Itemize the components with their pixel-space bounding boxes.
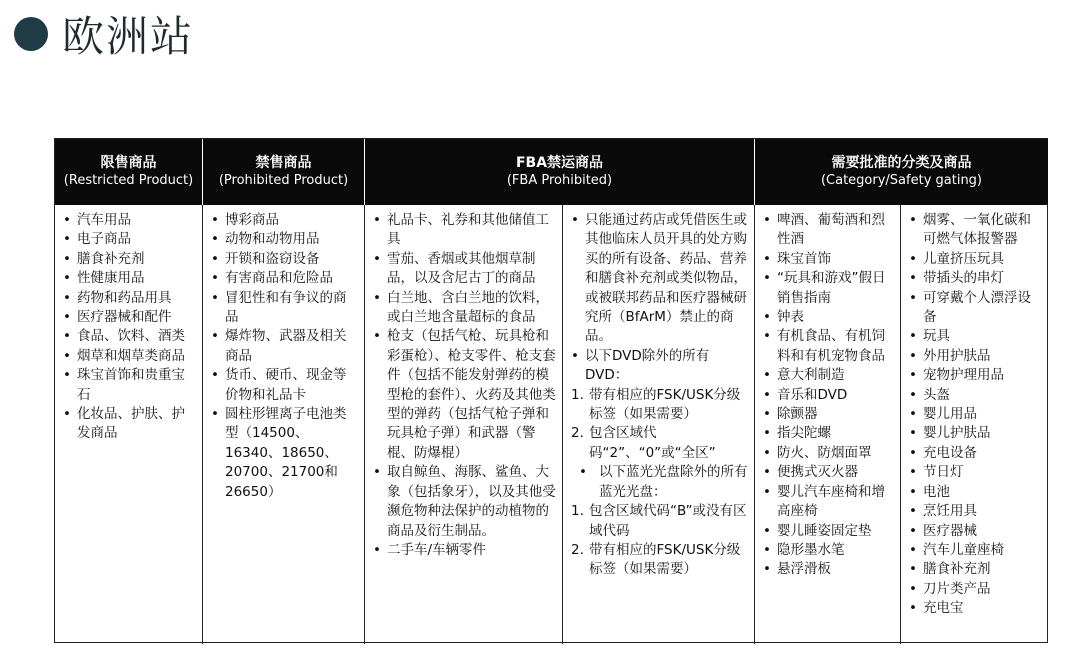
list-item <box>763 211 894 250</box>
header-fba-en: (FBA Prohibited) <box>506 173 613 188</box>
column-restricted <box>55 205 203 644</box>
header-fba-zh: FBA禁运商品 <box>515 155 604 171</box>
item-number: 1. <box>571 503 584 520</box>
item-text: 指尖陀螺 <box>777 425 831 442</box>
item-text: 以下蓝光光盘除外的所有蓝光光盘： <box>599 464 748 500</box>
item-text: 便携式灭火器 <box>777 464 858 481</box>
item-text: 包含区域代码“2”、“0”或“全区” <box>589 425 716 461</box>
list-item <box>571 424 748 463</box>
item-text: 头盔 <box>923 386 950 403</box>
item-text: 珠宝首饰 <box>777 250 831 267</box>
item-number: 2. <box>571 541 584 558</box>
list-item <box>763 250 894 269</box>
list-item <box>909 211 1043 250</box>
list-item <box>763 444 894 463</box>
item-text: “玩具和游戏”假日销售指南 <box>777 270 886 306</box>
item-text: 货币、硬币、现金等价物和礼品卡 <box>225 367 347 403</box>
list-item <box>909 522 1043 541</box>
item-text: 电池 <box>923 483 950 500</box>
list-item <box>373 211 556 250</box>
item-text: 充电设备 <box>923 444 977 461</box>
list-item <box>211 250 358 269</box>
item-text: 博彩商品 <box>225 212 279 228</box>
list-item <box>211 269 358 288</box>
item-text: 婴儿汽车座椅和增高座椅 <box>777 483 885 520</box>
header-gating-en: (Category/Safety gating) <box>820 173 983 188</box>
header-restricted-zh: 限售商品 <box>100 155 157 171</box>
list-item <box>63 230 196 249</box>
item-text: 取自鲸鱼、海豚、鲨鱼、大象（包括象牙），以及其他受濒危物种法保护的动植物的商品及衍生制品。 <box>387 464 556 539</box>
list-item <box>211 405 358 502</box>
list-item <box>763 424 894 443</box>
item-text: 有害商品和危险品 <box>225 270 333 287</box>
item-text: 包含区域代码“B”或没有区域代码 <box>589 503 747 539</box>
item-text: 婴儿护肤品 <box>923 425 991 442</box>
header-restricted-en: (Restricted Product) <box>63 173 194 188</box>
item-text: 医疗器械和配件 <box>77 309 172 326</box>
header-category-gating <box>755 139 1049 205</box>
list-item <box>909 541 1043 560</box>
item-text: 婴儿用品 <box>923 406 977 423</box>
item-text: 雪茄、香烟或其他烟草制品，以及含尼古丁的商品 <box>387 250 536 287</box>
item-number: 1. <box>571 386 584 403</box>
title-bullet-icon <box>14 17 48 51</box>
item-text: 带插头的串灯 <box>923 270 1004 287</box>
list-item <box>909 386 1043 405</box>
column-gating-a <box>755 205 901 644</box>
item-text: 只能通过药店或凭借医生或其他临床人员开具的处方购买的所有设备、药品、营养和膳食补充剂或类似物品，或被联邦药品和医疗器械研究所（BfArM）禁止的商品。 <box>585 212 747 345</box>
list-item <box>211 211 358 230</box>
item-text: 圆柱形锂离子电池类型（14500、16340、18650、20700、21700和26650） <box>225 406 347 500</box>
item-text: 除颤器 <box>777 406 818 423</box>
list-item <box>763 560 894 579</box>
list-item <box>63 366 196 405</box>
item-text: 意大利制造 <box>777 367 845 384</box>
list-item <box>909 347 1043 366</box>
item-text: 带有相应的FSK/USK分级标签（如果需要） <box>589 541 741 578</box>
list-item <box>763 522 894 541</box>
item-text: 汽车儿童座椅 <box>923 541 1004 558</box>
list-item <box>909 483 1043 502</box>
list-item <box>909 444 1043 463</box>
item-text: 二手车/车辆零件 <box>387 541 487 558</box>
list-item <box>571 386 748 425</box>
item-text: 烟草和烟草类商品 <box>77 347 185 364</box>
header-restricted <box>55 139 203 205</box>
list-item <box>571 541 748 580</box>
list-item <box>373 327 556 463</box>
header-prohibited <box>203 139 365 205</box>
item-text: 儿童挤压玩具 <box>923 250 1004 267</box>
list-item <box>909 289 1043 328</box>
list-item <box>909 366 1043 385</box>
item-text: 有机食品、有机饲料和有机宠物食品 <box>777 328 885 364</box>
list-item <box>763 308 894 327</box>
item-text: 隐形墨水笔 <box>777 541 845 558</box>
list-item <box>373 289 556 328</box>
list-item <box>909 502 1043 521</box>
list-item <box>909 424 1043 443</box>
list-item <box>211 327 358 366</box>
title-row <box>14 4 194 64</box>
list-item <box>763 366 894 385</box>
item-text: 医疗器械 <box>923 522 977 539</box>
item-text: 刀片类产品 <box>923 580 991 597</box>
item-text: 食品、饮料、酒类 <box>77 328 185 345</box>
item-text: 啤酒、葡萄酒和烈性酒 <box>777 212 885 248</box>
list-item <box>909 580 1043 599</box>
list-item <box>909 327 1043 346</box>
item-text: 开锁和盗窃设备 <box>225 250 320 267</box>
list-item <box>763 405 894 424</box>
column-prohibited <box>203 205 365 644</box>
list-item <box>211 289 358 328</box>
list-item <box>211 230 358 249</box>
header-prohibited-zh: 禁售商品 <box>255 155 312 171</box>
list-item <box>763 327 894 366</box>
item-text: 礼品卡、礼券和其他储值工具 <box>387 212 549 248</box>
category-table <box>54 138 1048 643</box>
list-item <box>909 405 1043 424</box>
list-item <box>63 269 196 288</box>
item-text: 枪支（包括气枪、玩具枪和彩蛋枪）、枪支零件、枪支套件（包括不能发射弹药的模型枪的套件）、火药及其他类型的弹药（包括气枪子弹和玩具枪子弹）和武器（警棍、防爆棍） <box>387 328 556 461</box>
item-text: 防火、防烟面罩 <box>777 444 872 461</box>
list-item <box>909 560 1043 579</box>
header-prohibited-en: (Prohibited Product) <box>218 173 349 188</box>
list-item <box>63 405 196 444</box>
list-item <box>63 327 196 346</box>
page-title: 欧洲站 <box>62 12 195 61</box>
item-text: 宠物护理用品 <box>923 367 1004 384</box>
list-item <box>763 483 894 522</box>
list-item <box>571 211 748 347</box>
column-gating-b <box>901 205 1049 644</box>
item-text: 爆炸物、武器及相关商品 <box>225 328 347 364</box>
list-item <box>909 250 1043 269</box>
item-text: 烟雾、一氧化碳和可燃气体报警器 <box>923 212 1031 248</box>
item-text: 电子商品 <box>77 231 131 248</box>
item-number: 2. <box>571 425 584 442</box>
item-text: 汽车用品 <box>77 212 131 228</box>
item-text: 充电宝 <box>923 600 964 617</box>
list-item <box>63 347 196 366</box>
item-text: 烹饪用具 <box>923 503 977 520</box>
column-fba-b <box>563 205 755 644</box>
item-text: 动物和动物用品 <box>225 231 320 248</box>
column-fba-a <box>365 205 563 644</box>
item-text: 膳食补充剂 <box>923 561 991 578</box>
list-item <box>909 463 1043 482</box>
item-text: 婴儿睡姿固定垫 <box>777 522 872 539</box>
list-item <box>571 347 748 386</box>
item-text: 悬浮滑板 <box>777 561 831 578</box>
list-item <box>373 250 556 289</box>
item-text: 玩具 <box>923 328 950 345</box>
item-text: 珠宝首饰和贵重宝石 <box>77 367 185 403</box>
item-text: 以下DVD除外的所有DVD： <box>585 347 710 384</box>
item-text: 性健康用品 <box>77 270 145 287</box>
list-item <box>763 269 894 308</box>
item-text: 外用护肤品 <box>923 347 991 364</box>
list-item <box>763 386 894 405</box>
item-text: 音乐和DVD <box>777 386 848 403</box>
list-item <box>373 541 556 560</box>
list-item <box>571 463 748 502</box>
list-item <box>763 541 894 560</box>
list-item <box>571 502 748 541</box>
header-gating-zh: 需要批准的分类及商品 <box>831 155 972 171</box>
item-text: 钟表 <box>777 309 804 326</box>
list-item <box>373 463 556 541</box>
list-item <box>211 366 358 405</box>
list-item <box>763 463 894 482</box>
item-text: 药物和药品用具 <box>77 289 172 306</box>
list-item <box>63 289 196 308</box>
item-text: 可穿戴个人漂浮设备 <box>923 289 1031 326</box>
list-item <box>63 211 196 230</box>
item-text: 白兰地、含白兰地的饮料，或白兰地含量超标的食品 <box>387 289 549 326</box>
item-text: 化妆品、护肤、护发商品 <box>77 406 185 442</box>
header-fba-prohibited <box>365 139 755 205</box>
list-item <box>909 599 1043 618</box>
list-item <box>909 269 1043 288</box>
list-item <box>63 308 196 327</box>
list-item <box>63 250 196 269</box>
item-text: 膳食补充剂 <box>77 250 145 267</box>
item-text: 节日灯 <box>923 464 964 481</box>
item-text: 冒犯性和有争议的商品 <box>225 289 347 326</box>
item-text: 带有相应的FSK/USK分级标签（如果需要） <box>589 386 741 423</box>
